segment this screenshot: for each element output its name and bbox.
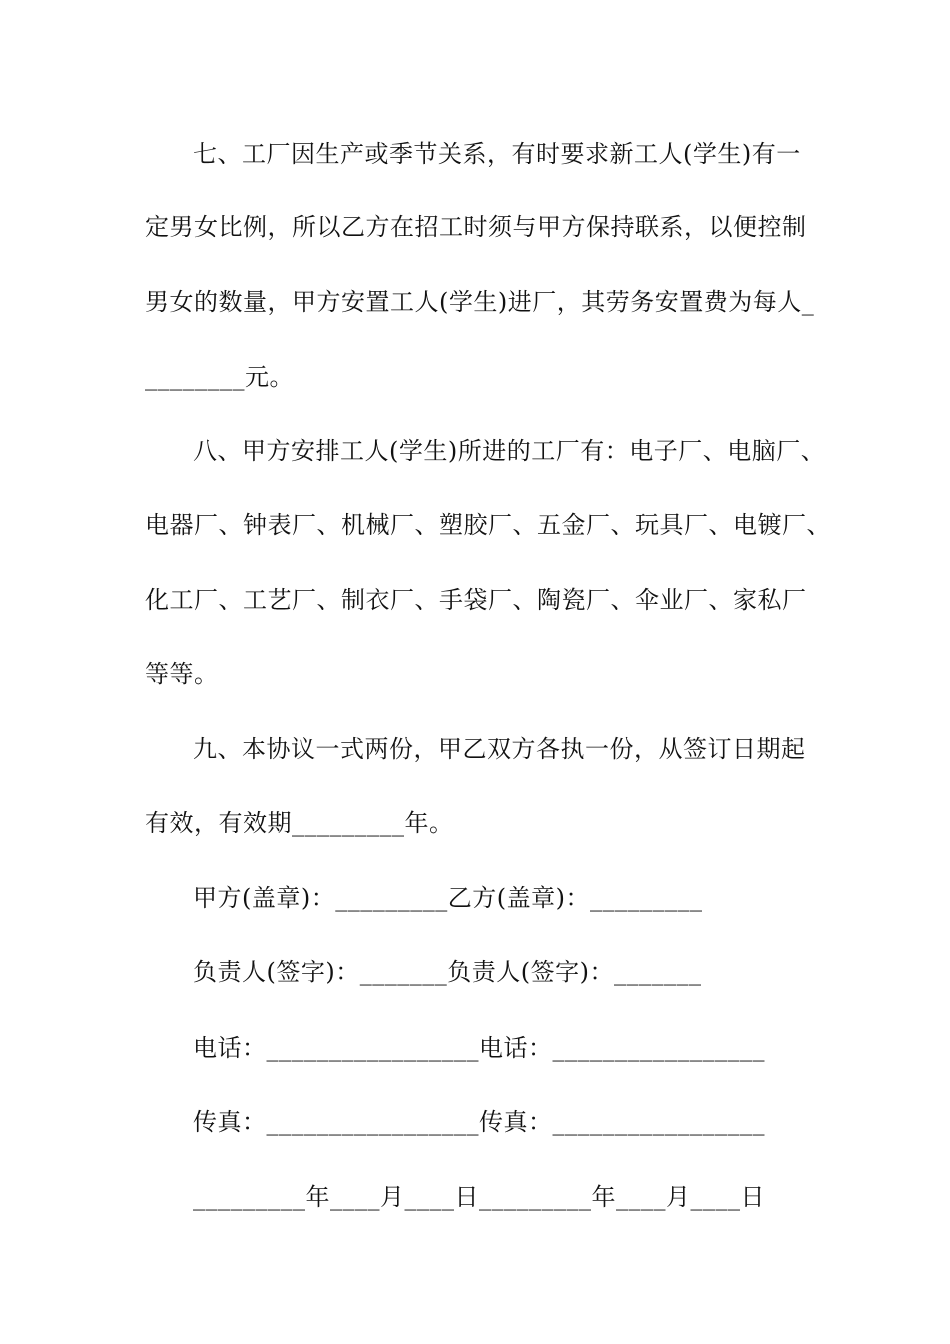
seal-signature-line: 甲方(盖章)：_________乙方(盖章)：_________ [193,884,703,912]
clause-8-line-1: 八、甲方安排工人(学生)所进的工厂有：电子厂、电脑厂、 [193,437,826,465]
clause-8-line-3: 化工厂、工艺厂、制衣厂、手袋厂、陶瓷厂、伞业厂、家私厂 [145,586,807,614]
phone-line: 电话：_________________电话：_________________ [193,1034,765,1062]
clause-7-line-2: 定男女比例，所以乙方在招工时须与甲方保持联系，以便控制 [145,213,807,241]
clause-7-line-1: 七、工厂因生产或季节关系，有时要求新工人(学生)有一 [193,140,801,168]
fax-line: 传真：_________________传真：_________________ [193,1108,765,1136]
clause-8-line-4: 等等。 [145,660,219,688]
clause-7-line-3: 男女的数量，甲方安置工人(学生)进厂，其劳务安置费为每人_ [145,288,815,316]
clause-9-line-2: 有效，有效期_________年。 [145,809,454,837]
clause-7-line-4: ________元。 [145,363,294,391]
clause-9-line-1: 九、本协议一式两份，甲乙双方各执一份，从签订日期起 [193,735,806,763]
responsible-signature-line: 负责人(签字)：_______负责人(签字)：_______ [193,958,702,986]
clause-8-line-2: 电器厂、钟表厂、机械厂、塑胶厂、五金厂、玩具厂、电镀厂、 [145,511,831,539]
date-line: _________年____月____日_________年____月____日 [193,1183,765,1211]
